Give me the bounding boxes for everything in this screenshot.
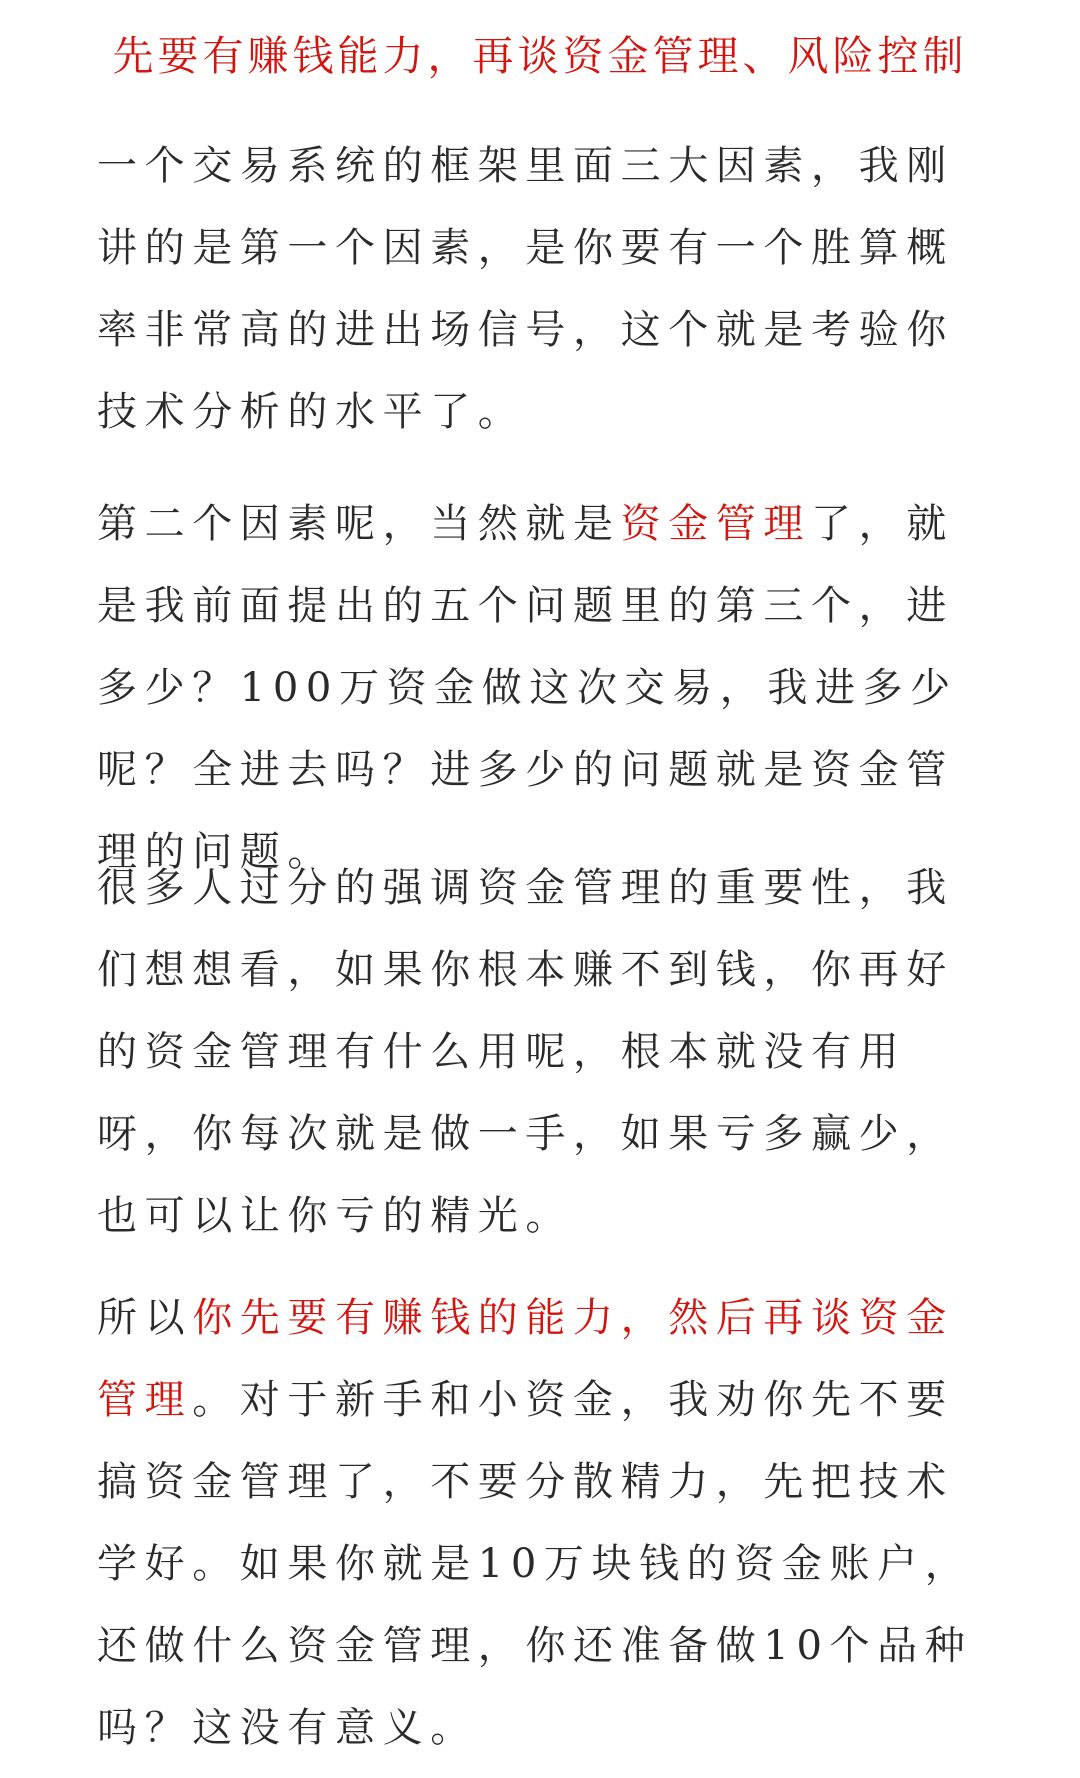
paragraph-4-text-start: 所以 [97,1295,193,1341]
paragraph-1-text: 一个交易系统的框架里面三大因素，我刚讲的是第一个因素，是你要有一个胜算概率非常高的进出场信号，这个就是考验你技术分析的水平了。 [97,143,954,435]
article-title: 先要有赚钱能力，再谈资金管理、风险控制 [112,32,968,80]
paragraph-3 [97,847,997,1257]
paragraph-4-highlight: 你先要有赚钱的能力，然后再谈资金管理 [97,1295,954,1423]
paragraph-2 [97,483,997,893]
paragraph-4-text-end: 。对于新手和小资金，我劝你先不要搞资金管理了，不要分散精力，先把技术学好。如果你就是10万块钱的资金账户，还做什么资金管理，你还准备做10个品种吗？这没有意义。 [97,1377,973,1751]
paragraph-1 [97,125,997,453]
paragraph-4 [97,1277,997,1769]
paragraph-2-highlight: 资金管理 [620,501,812,547]
paragraph-3-text: 很多人过分的强调资金管理的重要性，我们想想看，如果你根本赚不到钱，你再好的资金管理有什么用呢，根本就没有用呀，你每次就是做一手，如果亏多赢少，也可以让你亏的精光。 [97,865,954,1239]
paragraph-2-text-start: 第二个因素呢，当然就是 [97,501,621,547]
paragraph-2-text-end: 了，就是我前面提出的五个问题里的第三个，进多少？100万资金做这次交易，我进多少呢？全进去吗？进多少的问题就是资金管理的问题。 [97,501,958,875]
